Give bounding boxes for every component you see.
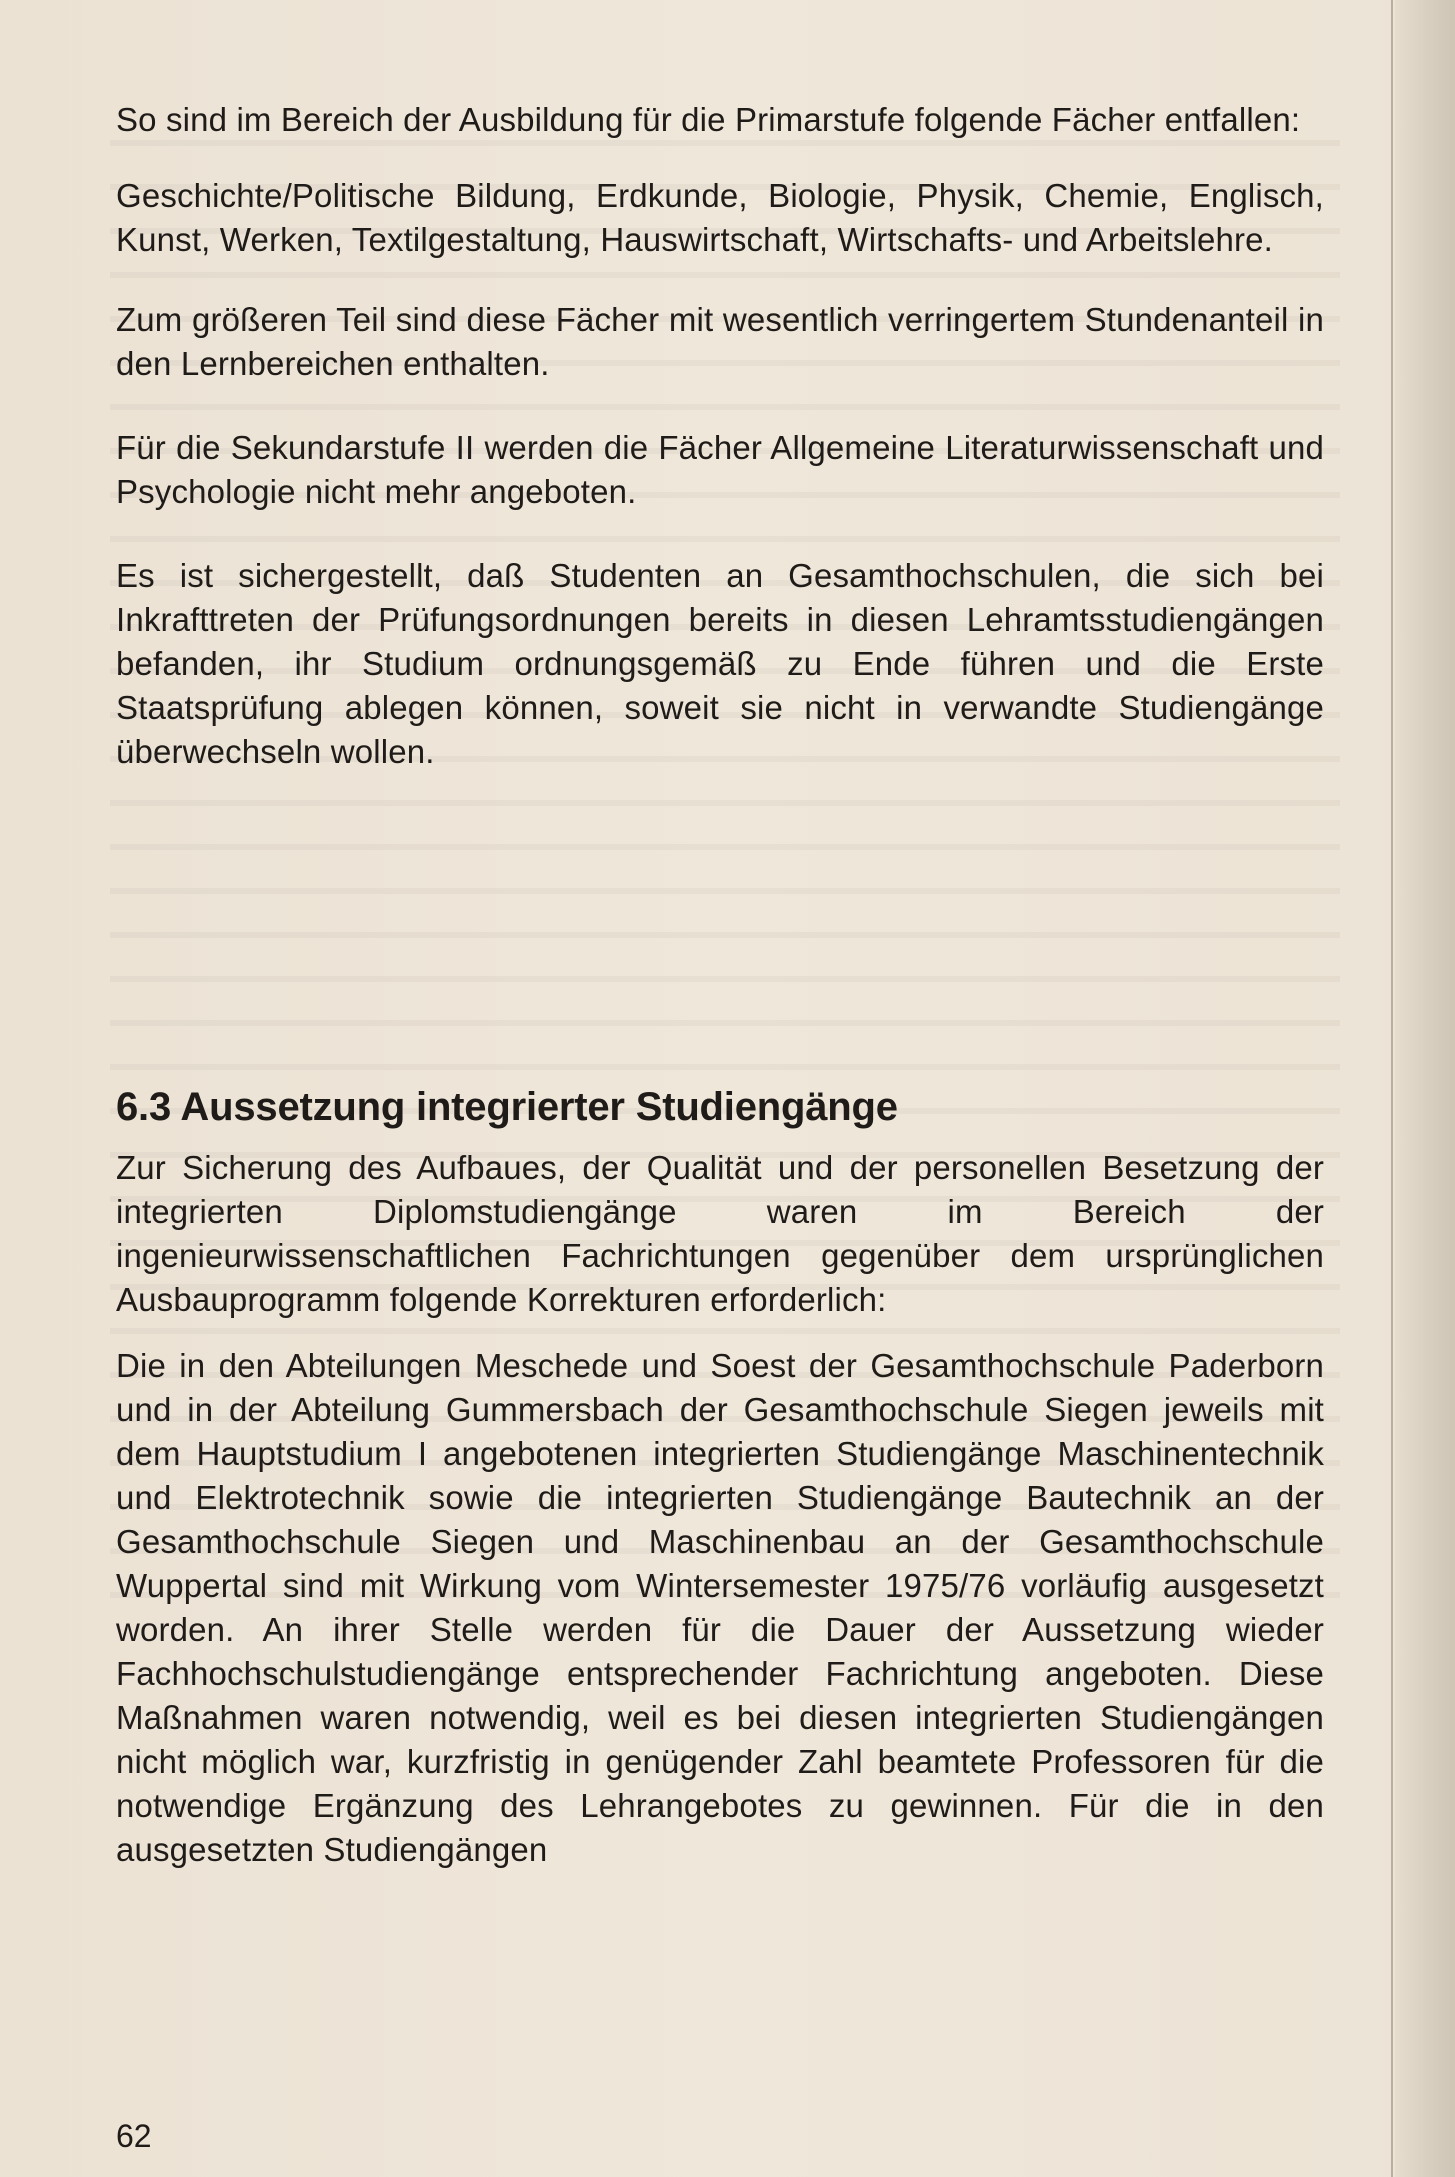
paragraph-sekundarstufe: Für die Sekundarstufe II werden die Fächer Allgemeine Literaturwissenschaft und Psychologie nicht mehr angeboten.: [116, 429, 1324, 510]
paragraph-reduced-hours: Zum größeren Teil sind diese Fächer mit wesentlich verringertem Stundenanteil in den Lernbereichen enthalten.: [116, 301, 1324, 382]
page-edge-line: [1391, 0, 1393, 2177]
paragraph-primarstufe-intro: So sind im Bereich der Ausbildung für die Primarstufe folgende Fächer entfallen:: [116, 101, 1301, 138]
paragraph-subject-list: Geschichte/Politische Bildung, Erdkunde, Biologie, Physik, Chemie, Englisch, Kunst, Werken, Textilgestaltung, Hauswirtschaft, Wirtschafts- und Arbeitslehre.: [116, 177, 1324, 258]
paragraph-suspended-programs: Die in den Abteilungen Meschede und Soest der Gesamthochschule Paderborn und in der Abteilung Gummersbach der Gesamthochschule Siegen jeweils mit dem Hauptstudium I angebotenen integrierten Studiengänge Maschinentechnik und Elektrotechnik sowie die integrierten Studiengänge Bautechnik an der Gesamthochschule Siegen und Maschinenbau an der Gesamthochschule Wuppertal sind mit Wirkung vom Wintersemester 1975/76 vorläufig ausgesetzt worden. An ihrer Stelle werden für die Dauer der Aussetzung wieder Fachhochschulstudiengänge entsprechender Fachrichtung angeboten. Diese Maßnahmen waren notwendig, weil es bei diesen integrierten Studiengängen nicht möglich war, kurzfristig in genügender Zahl beamtete Professoren für die notwendige Ergänzung des Lehrangebotes zu gewinnen. Für die in den ausgesetzten Studiengängen: [116, 1347, 1324, 1868]
paragraph-corrections-intro: Zur Sicherung des Aufbaues, der Qualität und der personellen Besetzung der integrierten Diplomstudiengänge waren im Bereich der ingenieurwissenschaftlichen Fachrichtungen gegenüber dem ursprünglichen Ausbauprogramm folgende Korrekturen erforderlich:: [116, 1149, 1324, 1318]
section-heading: 6.3 Aussetzung integrierter Studiengänge: [116, 1085, 898, 1129]
book-spine: [1395, 0, 1455, 2177]
page-content: [116, 98, 1324, 1872]
paragraph-transition-guarantee: Es ist sichergestellt, daß Studenten an Gesamthochschulen, die sich bei Inkrafttreten der Prüfungsordnungen bereits in diesen Lehramtsstudiengängen befanden, ihr Studium ordnungsgemäß zu Ende führen und die Erste Staatsprüfung ablegen können, soweit sie nicht in verwandte Studiengänge überwechseln wollen.: [116, 557, 1324, 770]
page-number: 62: [116, 2118, 152, 2154]
